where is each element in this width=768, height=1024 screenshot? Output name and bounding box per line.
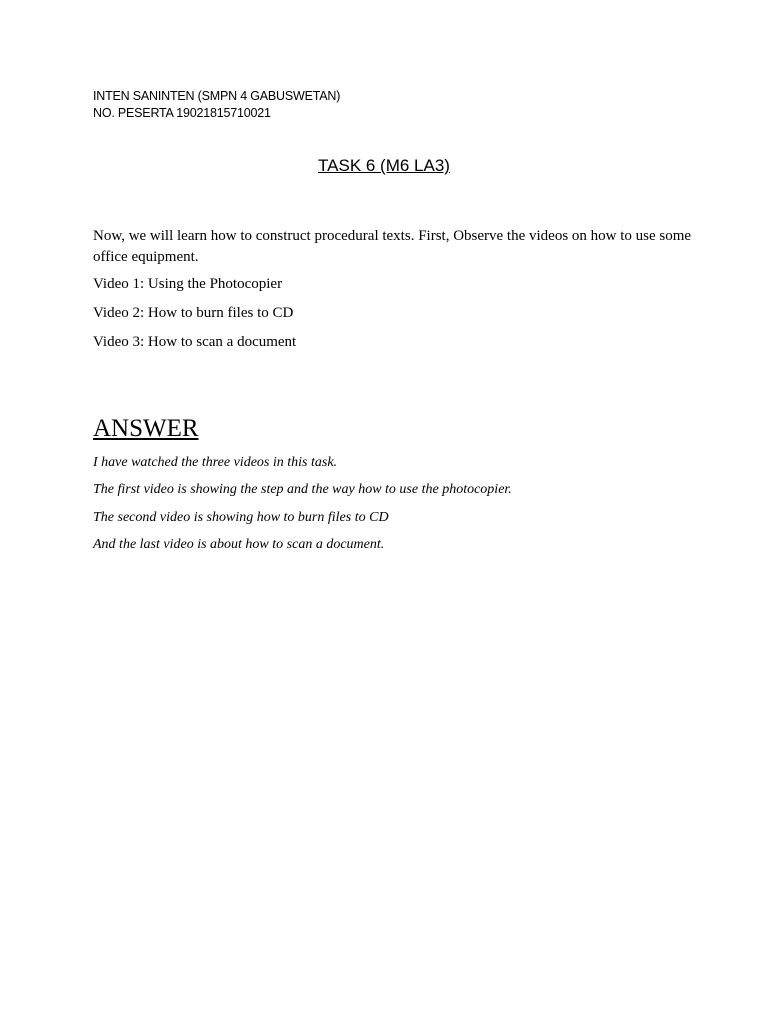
answer-body (93, 453, 713, 562)
answer-heading: ANSWER (93, 415, 199, 442)
answer-line-4: And the last video is about how to scan a document. (93, 536, 385, 552)
instructions-intro: Now, we will learn how to construct procedural texts. First, Observe the videos on how to use some office equipment. (93, 228, 692, 265)
task-title: TASK 6 (M6 LA3) (318, 156, 450, 175)
video-item-1: Video 1: Using the Photocopier (93, 276, 283, 292)
task-instructions (93, 226, 693, 361)
participant-number: NO. PESERTA 19021815710021 (93, 106, 271, 120)
student-header (93, 88, 340, 122)
student-name-school: INTEN SANINTEN (SMPN 4 GABUSWETAN) (93, 89, 341, 103)
answer-line-1: I have watched the three videos in this task. (93, 455, 338, 470)
video-item-2: Video 2: How to burn files to CD (93, 305, 294, 321)
answer-line-2: The first video is showing the step and the way how to use the photocopier. (93, 482, 512, 498)
answer-line-3: The second video is showing how to burn files to CD (93, 509, 389, 525)
video-item-3: Video 3: How to scan a document (93, 334, 297, 350)
